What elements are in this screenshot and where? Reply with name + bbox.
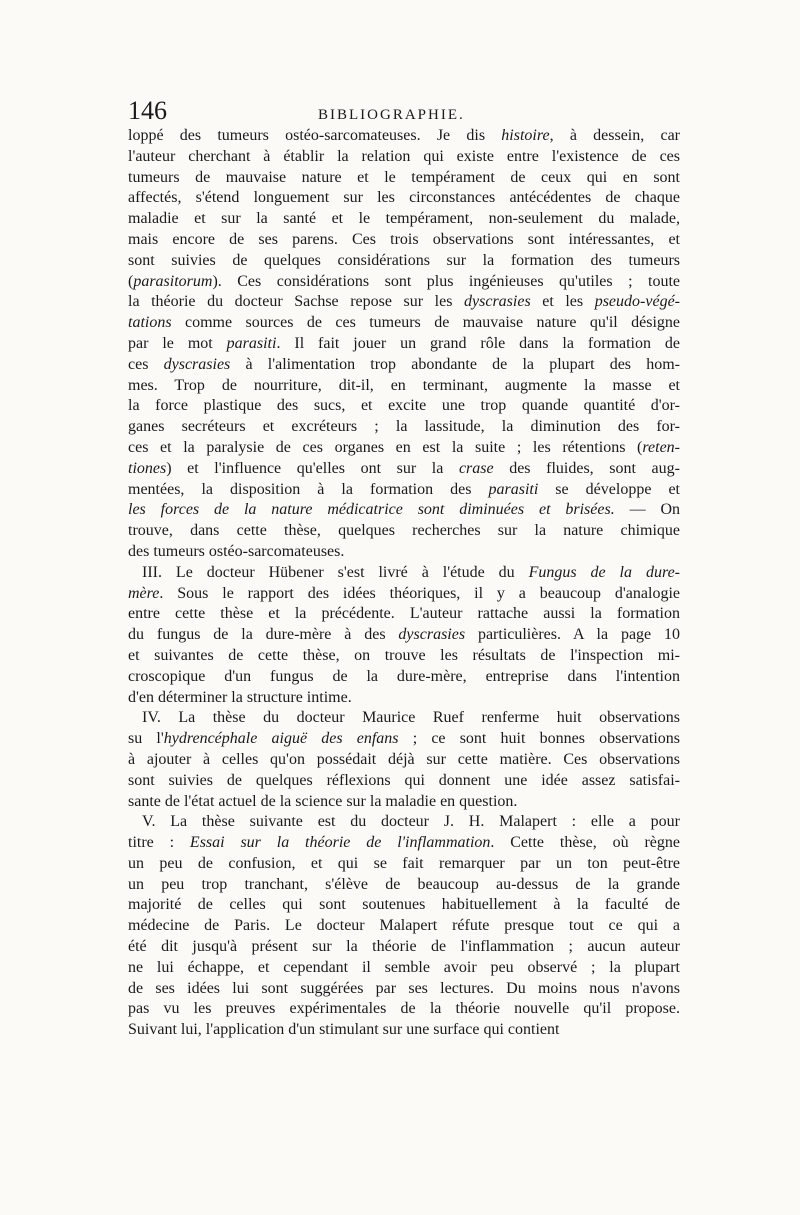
text-line: loppé des tumeurs ostéo-sarcomateuses. Je dis histoire, à dessein, car bbox=[128, 127, 681, 144]
text-line: maladie et sur la santé et le tempérament, non-seulement du malade, bbox=[128, 210, 680, 228]
text-line: médecine de Paris. Le docteur Malapert réfute presque tout ce qui a bbox=[128, 917, 680, 935]
text-line: la théorie du docteur Sachse repose sur les dyscrasies et les pseudo-végé- bbox=[128, 293, 680, 311]
text-line: tations comme sources de ces tumeurs de mauvaise nature qu'il désigne bbox=[128, 314, 680, 332]
text-line: mais encore de ses parens. Ces trois observations sont intéressantes, et bbox=[128, 230, 680, 248]
text-line: sante de l'état actuel de la science sur la maladie en question. bbox=[128, 792, 518, 810]
body-text bbox=[128, 126, 680, 1041]
text-line: titre : Essai sur la théorie de l'inflammation. Cette thèse, où règne bbox=[128, 834, 680, 852]
text-line: l'auteur cherchant à établir la relation qui existe entre l'existence de ces bbox=[128, 147, 680, 165]
text-line: un peu de confusion, et qui se fait remarquer par un ton peut-être bbox=[128, 854, 680, 872]
text-line: III. Le docteur Hübener s'est livré à l'étude du Fungus de la dure- bbox=[142, 563, 681, 581]
text-line: à ajouter à celles qu'on possédait déjà sur cette matière. Ces observations bbox=[128, 750, 680, 768]
text-line: croscopique d'un fungus de la dure-mère, entreprise dans l'intention bbox=[128, 667, 680, 685]
text-line: ne lui échappe, et cependant il semble avoir peu observé ; la plupart bbox=[128, 958, 680, 976]
text-line: Suivant lui, l'application d'un stimulant sur une surface qui contient bbox=[128, 1021, 560, 1039]
text-line: de ses idées lui sont suggérées par ses lectures. Du moins nous n'avons bbox=[128, 979, 680, 997]
text-line: la force plastique des sucs, et excite une trop quande quantité d'or- bbox=[128, 397, 680, 415]
text-line: un peu trop tranchant, s'élève de beaucoup au-dessus de la grande bbox=[128, 875, 680, 893]
text-line: mère. Sous le rapport des idées théoriques, il y a beaucoup d'analogie bbox=[128, 584, 680, 602]
text-line: pas vu les preuves expérimentales de la théorie nouvelle qu'il propose. bbox=[128, 1000, 680, 1018]
text-line: majorité de celles qui sont soutenues habituellement à la faculté de bbox=[128, 896, 680, 914]
text-line: sont suivies de quelques réflexions qui donnent une idée assez satisfai- bbox=[128, 771, 680, 789]
text-line: les forces de la nature médicatrice sont diminuées et brisées. — On bbox=[128, 501, 680, 519]
text-line: affectés, s'étend longuement sur les circonstances antécédentes de chaque bbox=[128, 189, 680, 207]
text-line: été dit jusqu'à présent sur la théorie de l'inflammation ; aucun auteur bbox=[128, 938, 680, 956]
text-line: sont suivies de quelques considérations sur la formation des tumeurs bbox=[128, 251, 680, 269]
text-line: mentées, la disposition à la formation des parasiti se développe et bbox=[128, 480, 680, 498]
text-line: tumeurs de mauvaise nature et le tempérament de ceux qui en sont bbox=[128, 168, 680, 186]
text-line: par le mot parasiti. Il fait jouer un grand rôle dans la formation de bbox=[128, 334, 680, 352]
text-line: ces dyscrasies à l'alimentation trop abondante de la plupart des hom- bbox=[128, 355, 680, 373]
text-line: ces et la paralysie de ces organes en est la suite ; les rétentions (reten- bbox=[128, 438, 680, 456]
page bbox=[128, 96, 680, 1041]
text-line: et suivantes de cette thèse, on trouve les résultats de l'inspection mi- bbox=[128, 646, 680, 664]
text-line: su l'hydrencéphale aiguë des enfans ; ce sont huit bonnes observations bbox=[128, 730, 680, 748]
text-line: (parasitorum). Ces considérations sont plus ingénieuses qu'utiles ; toute bbox=[128, 272, 680, 290]
text-line: V. La thèse suivante est du docteur J. H. Malapert : elle a pour bbox=[142, 813, 680, 831]
text-line: du fungus de la dure-mère à des dyscrasies particulières. A la page 10 bbox=[128, 626, 681, 644]
running-head: BIBLIOGRAPHIE. bbox=[318, 107, 465, 123]
page-header bbox=[128, 96, 680, 124]
text-line: trouve, dans cette thèse, quelques recherches sur la nature chimique bbox=[128, 522, 680, 540]
text-line: tiones) et l'influence qu'elles ont sur la crase des fluides, sont aug- bbox=[128, 459, 680, 477]
text-line: entre cette thèse et la précédente. L'auteur rattache aussi la formation bbox=[128, 605, 680, 623]
text-line: mes. Trop de nourriture, dit-il, en terminant, augmente la masse et bbox=[128, 376, 680, 394]
text-line: des tumeurs ostéo-sarcomateuses. bbox=[128, 542, 345, 560]
text-line: ganes secréteurs et excréteurs ; la lassitude, la diminution des for- bbox=[128, 418, 680, 436]
text-line: d'en déterminer la structure intime. bbox=[128, 688, 352, 706]
page-number: 146 bbox=[128, 96, 167, 125]
text-line: IV. La thèse du docteur Maurice Ruef renferme huit observations bbox=[142, 709, 680, 727]
